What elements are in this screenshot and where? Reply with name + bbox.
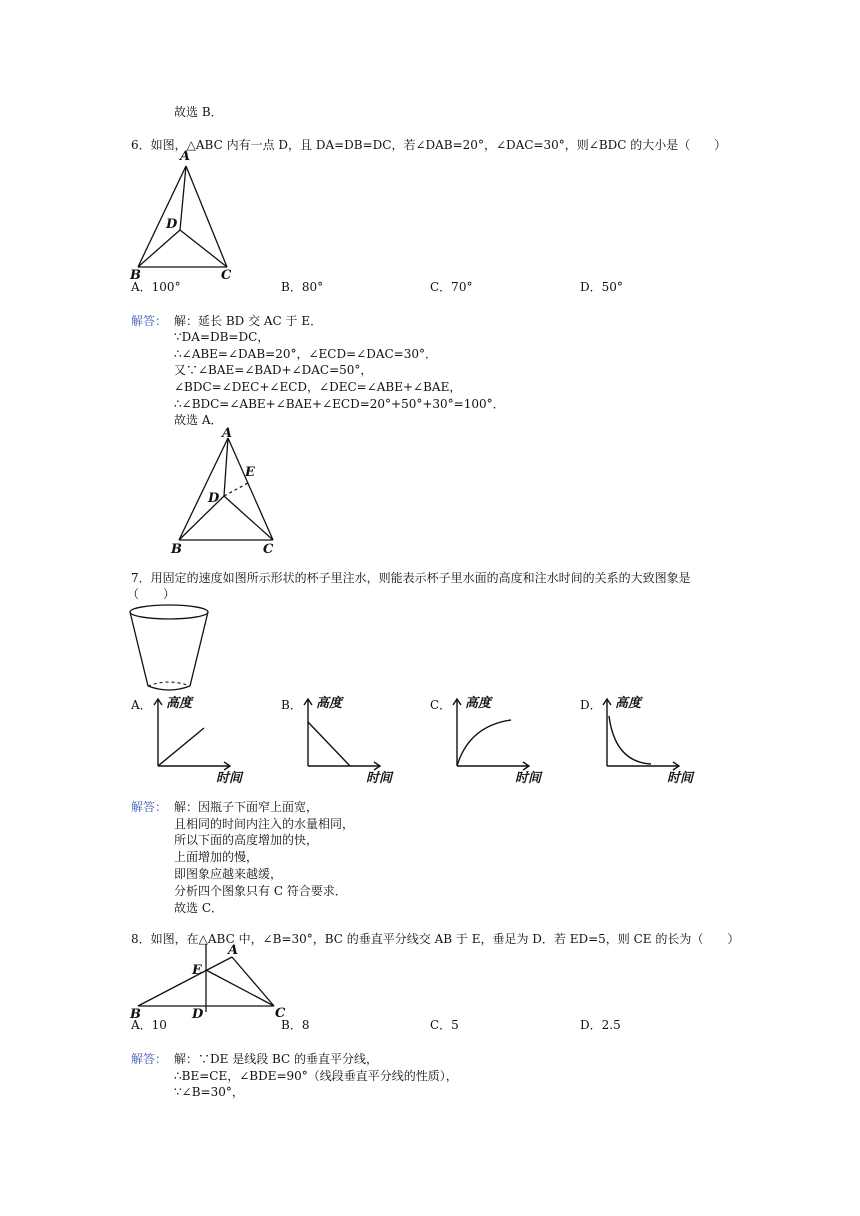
q8-option-d: D．2.5 (580, 1018, 621, 1032)
q5-answer-line: 故选 B． (174, 105, 223, 119)
q7-d-x-label: 时间 (667, 771, 694, 786)
q6-sol-label-d: D (208, 491, 220, 506)
q8-label-d: D (192, 1007, 204, 1020)
q6-label-b: B (130, 268, 141, 280)
q6-solution-label: 解答： (131, 314, 168, 328)
q6-sol-label-a: A (222, 426, 233, 441)
q6-label-a: A (180, 149, 191, 164)
q6-solution-line-7: 故选 A． (174, 413, 223, 427)
q6-sol-label-b: B (171, 542, 182, 557)
q7-solution-line-5: 即图象应越来越缓， (174, 867, 283, 881)
q7-c-y-label: 高度 (465, 696, 492, 711)
q7-a-x-label: 时间 (216, 771, 243, 786)
q7-graph-b (296, 690, 406, 789)
q8-label-c: C (275, 1006, 286, 1020)
q6-solution-line-2: ∵DA=DB=DC， (174, 330, 270, 344)
q6-label-c: C (221, 268, 232, 280)
q6-solution-line-4: 又∵∠BAE=∠BAD+∠DAC=50°， (174, 363, 373, 377)
q6-sol-label-e: E (245, 465, 255, 480)
q6-option-a: A．100° (131, 280, 181, 294)
q7-solution-line-2: 且相同的时间内注入的水量相同， (174, 817, 355, 831)
q8-solution-line-1: 解：∵DE 是线段 BC 的垂直平分线， (174, 1052, 379, 1066)
q7-graph-d (595, 690, 705, 789)
q7-solution-line-3: 所以下面的高度增加的快， (174, 833, 319, 847)
q7-option-d-letter: D． (580, 698, 602, 712)
q7-stem-paren: （ ） (127, 587, 176, 601)
q7-b-x-label: 时间 (366, 771, 393, 786)
q8-stem: 8．如图，在△ABC 中，∠B=30°，BC 的垂直平分线交 AB 于 E，垂足为 D．若 ED=5，则 CE 的长为（ ） (131, 932, 740, 946)
q8-solution-line-3: ∵∠B=30°， (174, 1085, 244, 1099)
q6-solution-figure (168, 424, 288, 561)
q8-figure (128, 940, 292, 1023)
q8-solution-label: 解答： (131, 1052, 168, 1066)
q6-figure (128, 146, 240, 283)
q7-d-y-label: 高度 (615, 696, 642, 711)
q7-graph-c (445, 690, 555, 789)
q7-solution-line-4: 上面增加的慢， (174, 850, 259, 864)
q7-solution-line-7: 故选 C． (174, 901, 223, 915)
q7-b-y-label: 高度 (316, 696, 343, 711)
q8-option-b: B．8 (281, 1018, 310, 1032)
q6-label-d: D (166, 217, 178, 232)
q6-solution-line-6: ∴∠BDC=∠ABE+∠BAE+∠ECD=20°+50°+30°=100°． (174, 397, 505, 411)
q8-option-a: A．10 (131, 1018, 167, 1032)
q7-option-b-letter: B． (281, 698, 302, 712)
q7-cup-figure (127, 602, 213, 697)
q7-solution-line-1: 解：因瓶子下面窄上面宽， (174, 800, 319, 814)
q6-option-d: D．50° (580, 280, 623, 294)
q7-c-x-label: 时间 (515, 771, 542, 786)
q8-label-b: B (130, 1007, 141, 1020)
q8-label-e: E (192, 963, 202, 978)
q7-solution-line-6: 分析四个图象只有 C 符合要求． (174, 884, 347, 898)
q6-stem: 6．如图，△ABC 内有一点 D，且 DA=DB=DC，若∠DAB=20°，∠DAC=30°，则∠BDC 的大小是（ ） (131, 138, 727, 152)
q6-solution-line-3: ∴∠ABE=∠DAB=20°，∠ECD=∠DAC=30°． (174, 347, 437, 361)
q6-option-b: B．80° (281, 280, 324, 294)
q6-option-c: C．70° (430, 280, 473, 294)
q8-label-a: A (228, 943, 239, 958)
q7-a-y-label: 高度 (166, 696, 193, 711)
q6-solution-line-5: ∠BDC=∠DEC+∠ECD，∠DEC=∠ABE+∠BAE， (174, 380, 462, 394)
q8-option-c: C．5 (430, 1018, 459, 1032)
q7-stem: 7．用固定的速度如图所示形状的杯子里注水，则能表示杯子里水面的高度和注水时间的关系的大致图象是 (131, 571, 691, 585)
q6-sol-label-c: C (263, 542, 274, 557)
q7-option-a-letter: A． (131, 698, 152, 712)
q7-solution-label: 解答： (131, 800, 168, 814)
q6-solution-line-1: 解：延长 BD 交 AC 于 E． (174, 314, 323, 328)
q8-solution-line-2: ∴BE=CE，∠BDE=90°（线段垂直平分线的性质）， (174, 1069, 458, 1083)
q7-graph-a (146, 690, 256, 789)
q7-option-c-letter: C． (430, 698, 452, 712)
